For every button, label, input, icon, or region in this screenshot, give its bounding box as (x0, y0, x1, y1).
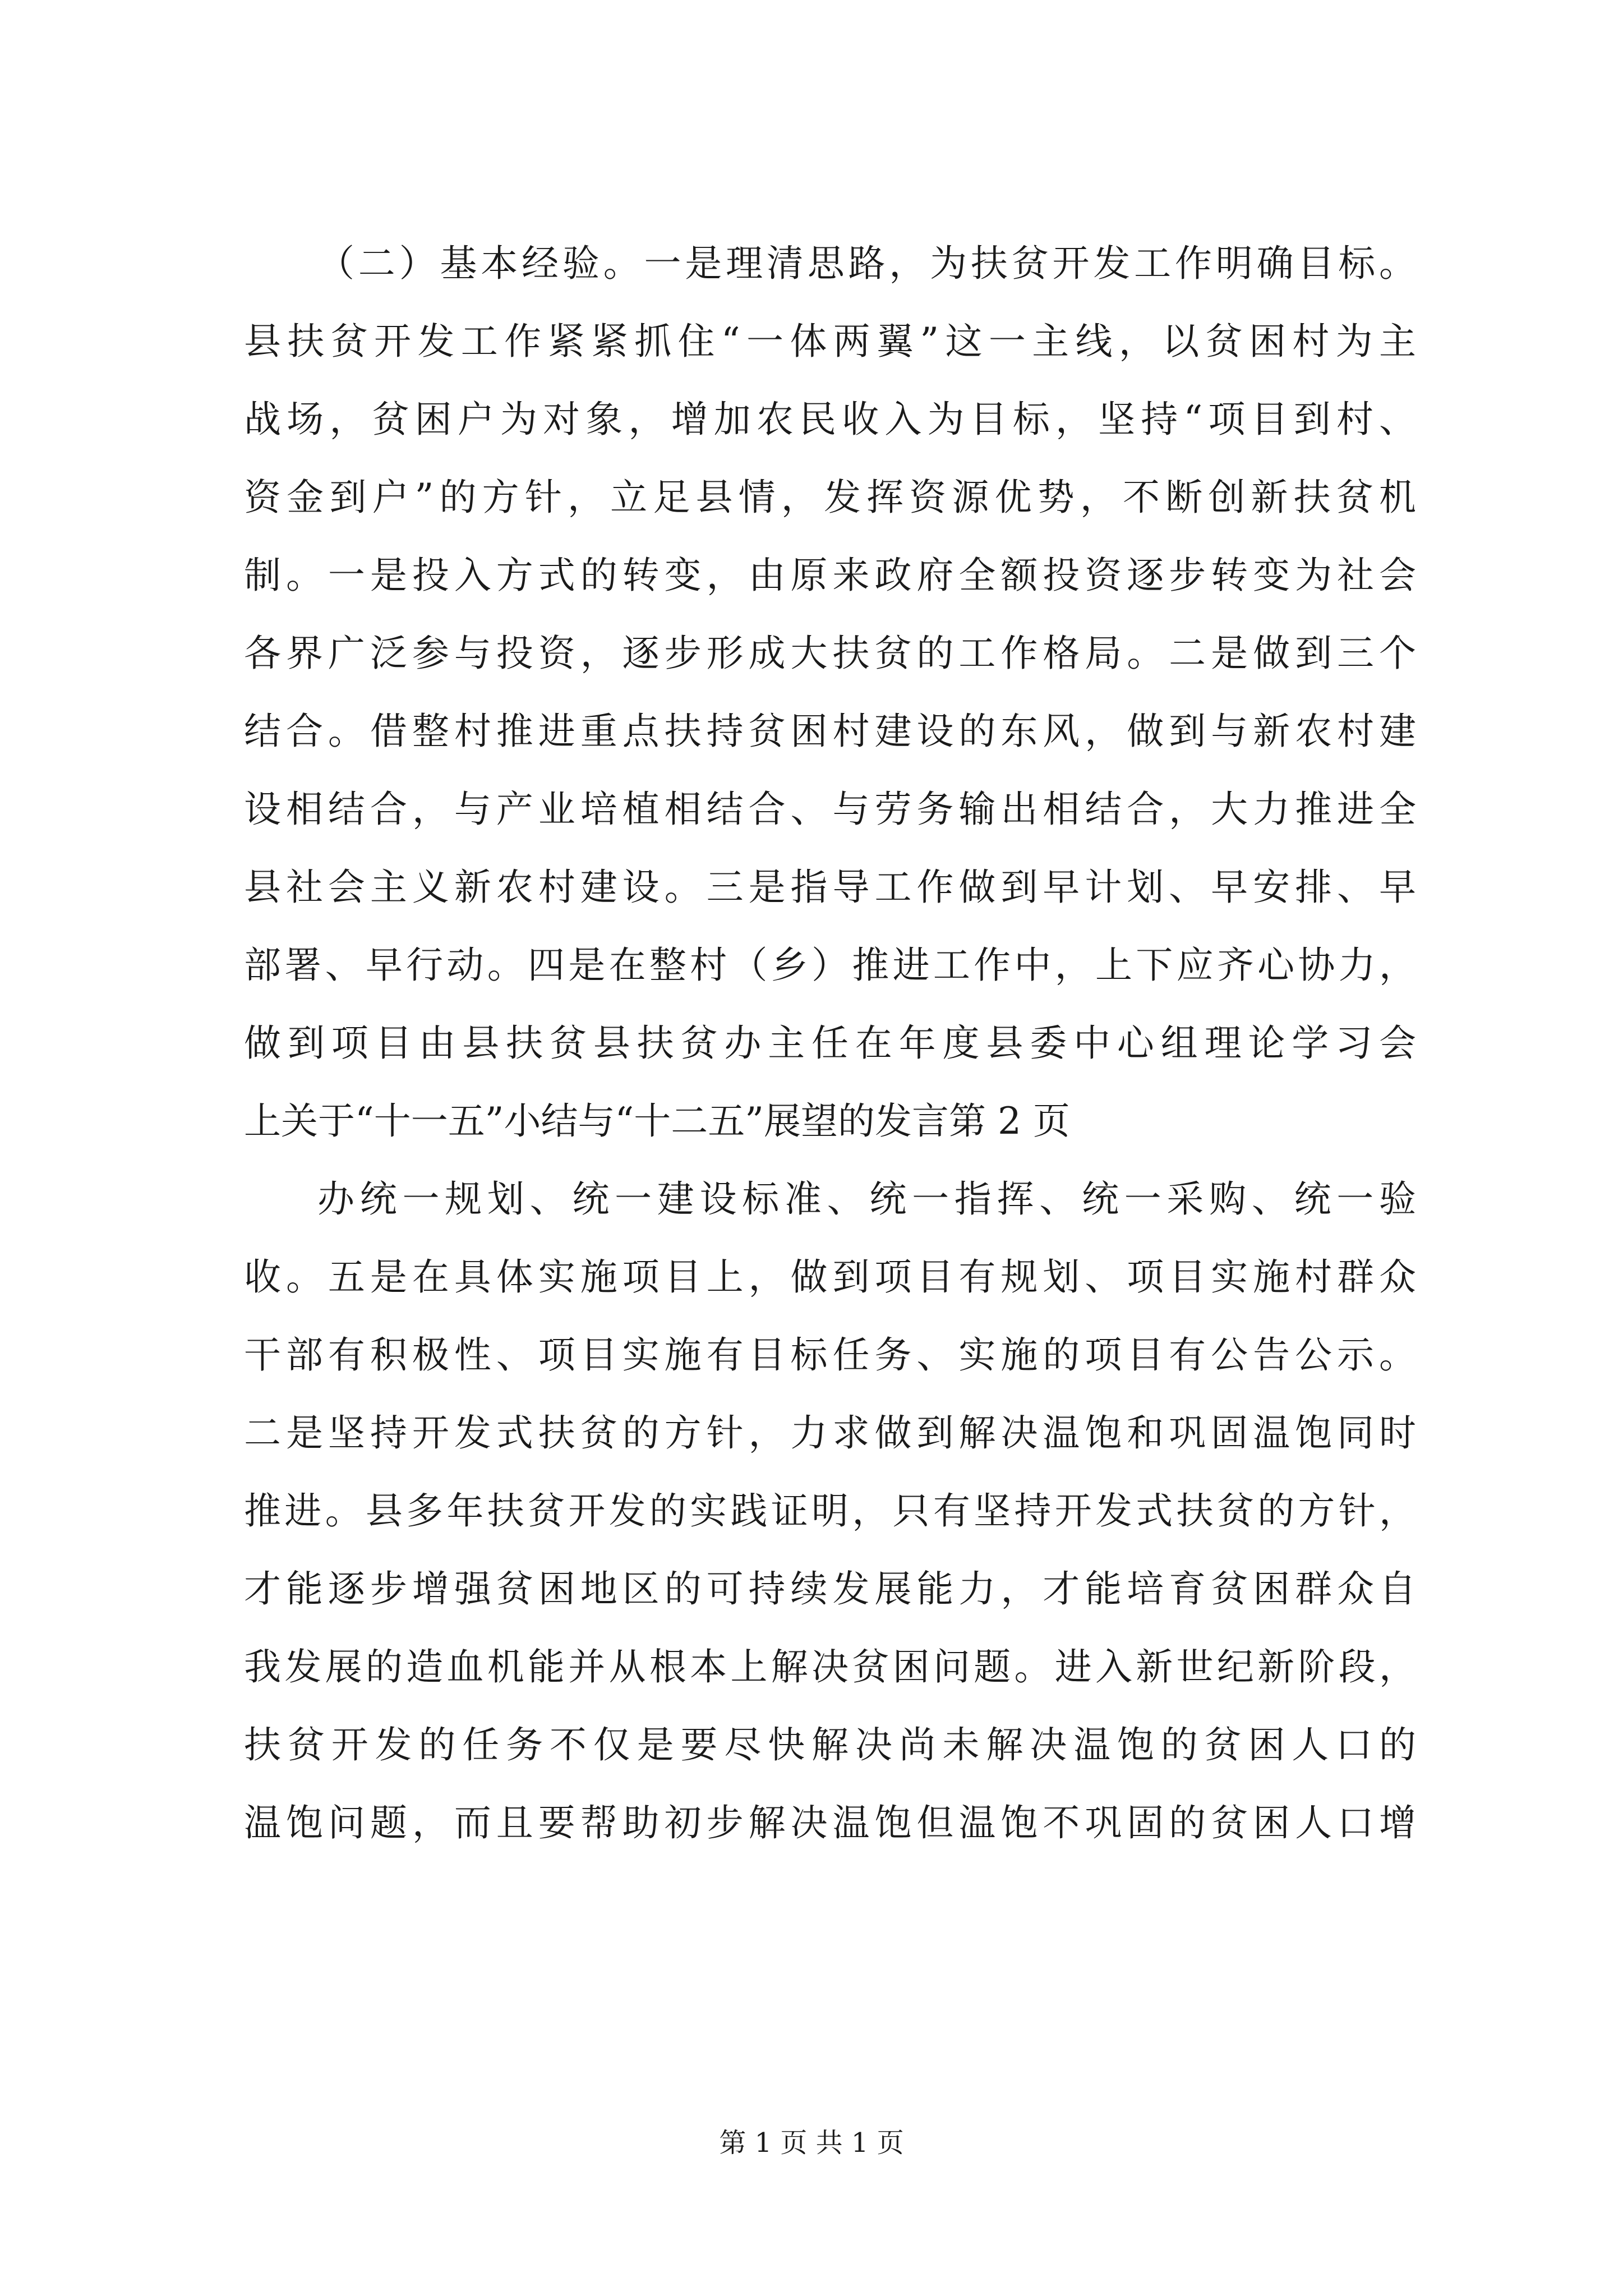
paragraph-1-line-2: 县扶贫开发工作紧紧抓住“一体两翼”这一主线，以贫困村为主 (244, 320, 1416, 363)
paragraph-1-line-5: 制。一是投入方式的转变，由原来政府全额投资逐步转变为社会 (244, 554, 1416, 597)
paragraph-2-line-8: 扶贫开发的任务不仅是要尽快解决尚未解决温饱的贫困人口的 (244, 1723, 1416, 1766)
paragraph-1-line-11: 做到项目由县扶贫县扶贫办主任在年度县委中心组理论学习会 (244, 1022, 1416, 1065)
paragraph-1-line-6: 各界广泛参与投资，逐步形成大扶贫的工作格局。二是做到三个 (244, 632, 1416, 675)
paragraph-1-line-4: 资金到户”的方针，立足县情，发挥资源优势，不断创新扶贫机 (244, 476, 1416, 519)
paragraph-2-line-1: 办统一规划、统一建设标准、统一指挥、统一采购、统一验 (317, 1177, 1416, 1221)
paragraph-1-line-3: 战场，贫困户为对象，增加农民收入为目标，坚持“项目到村、 (244, 398, 1416, 441)
paragraph-2-line-7: 我发展的造血机能并从根本上解决贫困问题。进入新世纪新阶段， (244, 1645, 1416, 1688)
paragraph-2-line-6: 才能逐步增强贫困地区的可持续发展能力，才能培育贫困群众自 (244, 1567, 1416, 1611)
paragraph-2-line-2: 收。五是在具体实施项目上，做到项目有规划、项目实施村群众 (244, 1255, 1416, 1299)
paragraph-2-line-9: 温饱问题，而且要帮助初步解决温饱但温饱不巩固的贫困人口增 (244, 1801, 1416, 1844)
paragraph-2-line-4: 二是坚持开发式扶贫的方针，力求做到解决温饱和巩固温饱同时 (244, 1411, 1416, 1455)
paragraph-2-line-5: 推进。县多年扶贫开发的实践证明，只有坚持开发式扶贫的方针， (244, 1489, 1416, 1533)
paragraph-1-line-12: 上关于“十一五”小结与“十二五”展望的发言第 2 页 (244, 1099, 1070, 1143)
document-body (244, 224, 1416, 1862)
paragraph-1-line-7: 结合。借整村推进重点扶持贫困村建设的东风，做到与新农村建 (244, 710, 1416, 753)
paragraph-2-line-3: 干部有积极性、项目实施有目标任务、实施的项目有公告公示。 (244, 1333, 1416, 1377)
page-footer: 第 1 页 共 1 页 (719, 2127, 904, 2159)
paragraph-1-line-10: 部署、早行动。四是在整村（乡）推进工作中，上下应齐心协力， (244, 944, 1416, 987)
paragraph-1-line-1: （二）基本经验。一是理清思路，为扶贫开发工作明确目标。 (317, 242, 1416, 285)
paragraph-1-line-9: 县社会主义新农村建设。三是指导工作做到早计划、早安排、早 (244, 866, 1416, 909)
paragraph-1-line-8: 设相结合，与产业培植相结合、与劳务输出相结合，大力推进全 (244, 788, 1416, 831)
